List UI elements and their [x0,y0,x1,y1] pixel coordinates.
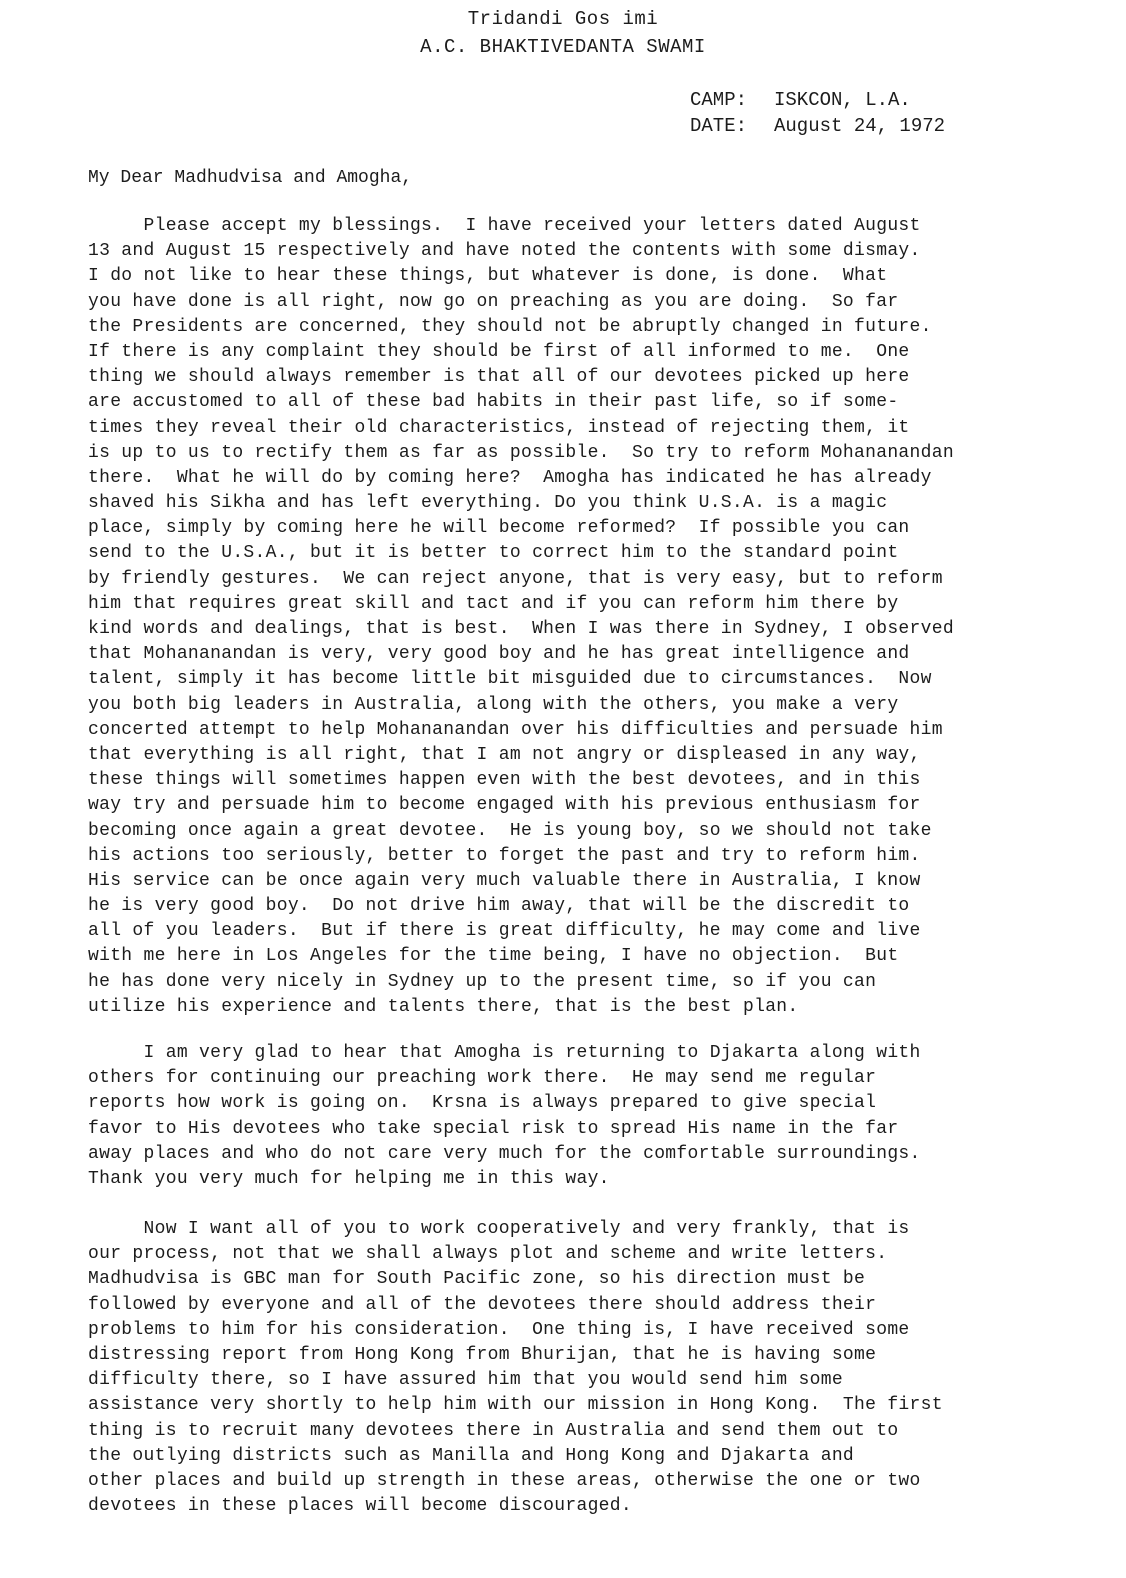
text-line: I do not like to hear these things, but whatever is done, is done. What [88,266,888,287]
text-line: Please accept my blessings. I have received your letters dated August [88,216,921,236]
text-line: Thank you very much for helping me in this way. [88,1168,610,1189]
date-line [690,115,945,137]
text-line: is up to us to rectify them as far as possible. So try to reform Mohananandan [88,442,954,463]
text-line: thing we should always remember is that all of our devotees picked up here [88,367,910,388]
text-line: 13 and August 15 respectively and have noted the contents with some dismay. [88,241,921,262]
paragraph-3 [88,1217,1088,1519]
letterhead-title: Tridandi Gos imi [467,8,659,30]
text-line: others for continuing our preaching work there. He may send me regular [88,1068,877,1089]
text-line: difficulty there, so I have assured him that you would send him some [88,1370,843,1391]
text-line: his actions too seriously, better to forget the past and try to reform him. [88,845,921,866]
text-line: devotees in these places will become discouraged. [88,1496,632,1517]
text-line: becoming once again a great devotee. He is young boy, so we should not take [88,820,932,841]
date-label: DATE: [690,115,748,137]
text-line: concerted attempt to help Mohananandan over his difficulties and persuade him [88,719,943,740]
text-line: away places and who do not care very much for the comfortable surroundings. [88,1143,921,1164]
text-line: assistance very shortly to help him with our mission in Hong Kong. The first [88,1395,943,1416]
text-line: thing is to recruit many devotees there in Australia and send them out to [88,1420,899,1441]
text-line: the Presidents are concerned, they should not be abruptly changed in future. [88,316,932,337]
camp-line [690,89,911,111]
text-line: Now I want all of you to work cooperatively and very frankly, that is [88,1219,910,1239]
camp-label: CAMP: [690,89,748,111]
paragraph-2 [88,1041,1088,1192]
text-line: utilize his experience and talents there, that is the best plan. [88,996,799,1017]
text-line: way try and persuade him to become engaged with his previous enthusiasm for [88,795,921,816]
text-line: talent, simply it has become little bit misguided due to circumstances. Now [88,669,932,690]
text-line: the outlying districts such as Manilla and Hong Kong and Djakarta and [88,1445,855,1466]
text-line: with me here in Los Angeles for the time being, I have no objection. But [88,946,899,967]
text-line: that everything is all right, that I am not angry or displeased in any way, [88,744,921,765]
text-line: I am very glad to hear that Amogha is returning to Djakarta along with [88,1043,921,1063]
text-line: send to the U.S.A., but it is better to correct him to the standard point [88,543,899,564]
text-line: followed by everyone and all of the devotees there should address their [88,1294,877,1315]
text-line: there. What he will do by coming here? Amogha has indicated he has already [88,467,932,488]
letterhead-name: A.C. BHAKTIVEDANTA SWAMI [420,36,706,58]
date-value: August 24, 1972 [774,115,946,137]
text-line: place, simply by coming here he will become reformed? If possible you can [88,518,910,539]
text-line: problems to him for his consideration. One thing is, I have received some [88,1319,910,1340]
text-line: other places and build up strength in these areas, otherwise the one or two [88,1470,921,1491]
text-line: him that requires great skill and tact and if you can reform him there by [88,593,899,614]
text-line: Madhudvisa is GBC man for South Pacific zone, so his direction must be [88,1269,866,1290]
text-line: all of you leaders. But if there is great difficulty, he may come and live [88,921,921,942]
text-line: If there is any complaint they should be first of all informed to me. One [88,341,910,362]
text-line: our process, not that we shall always plot and scheme and write letters. [88,1244,888,1265]
text-line: distressing report from Hong Kong from Bhurijan, that he is having some [88,1344,877,1365]
text-line: His service can be once again very much valuable there in Australia, I know [88,870,921,891]
paragraph-1 [88,214,1088,1020]
text-line: by friendly gestures. We can reject anyone, that is very easy, but to reform [88,568,943,589]
text-line: times they reveal their old characteristics, instead of rejecting them, it [88,417,910,438]
text-line: you have done is all right, now go on preaching as you are doing. So far [88,291,899,312]
text-line: he has done very nicely in Sydney up to the present time, so if you can [88,971,877,992]
camp-value: ISKCON, L.A. [774,89,911,111]
text-line: shaved his Sikha and has left everything. Do you think U.S.A. is a magic [88,493,888,514]
text-line: reports how work is going on. Krsna is always prepared to give special [88,1093,877,1114]
salutation: My Dear Madhudvisa and Amogha, [88,168,413,188]
text-line: kind words and dealings, that is best. When I was there in Sydney, I observed [88,619,954,639]
text-line: these things will sometimes happen even with the best devotees, and in this [88,770,921,791]
text-line: you both big leaders in Australia, along with the others, you make a very [88,694,899,715]
text-line: are accustomed to all of these bad habits in their past life, so if some- [88,392,899,413]
text-line: favor to His devotees who take special risk to spread His name in the far [88,1118,899,1139]
text-line: he is very good boy. Do not drive him away, that will be the discredit to [88,896,910,917]
text-line: that Mohananandan is very, very good boy and he has great intelligence and [88,644,910,665]
